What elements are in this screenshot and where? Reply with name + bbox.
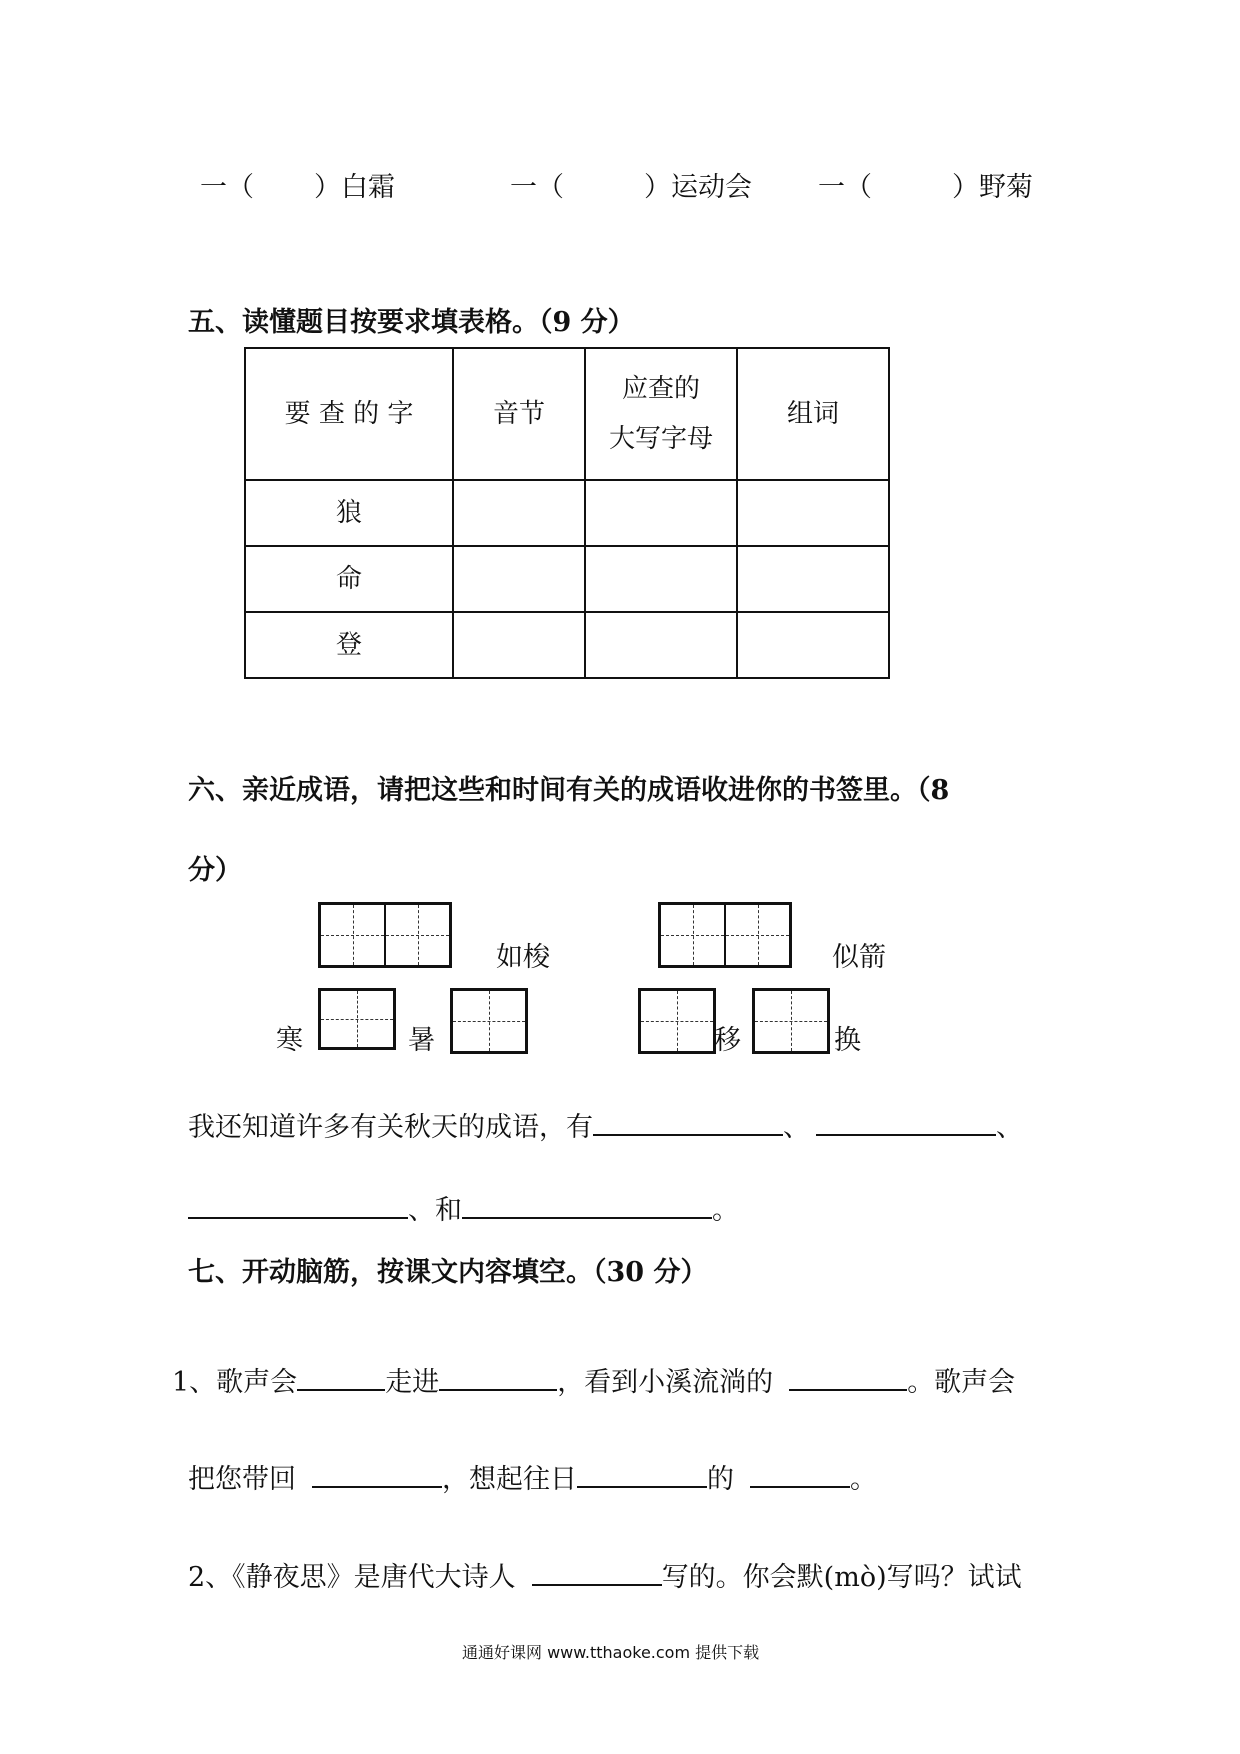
- measure-item-3: 一（ ）野菊: [818, 172, 1033, 203]
- measure-item-2: 一（ ）运动会: [510, 172, 752, 203]
- answer-cell[interactable]: [737, 546, 889, 612]
- answer-blank[interactable]: [439, 1388, 557, 1391]
- idiom-grid-3a[interactable]: [318, 988, 396, 1050]
- idiom-grid-1[interactable]: [318, 902, 452, 968]
- char-box[interactable]: [641, 991, 713, 1051]
- row-char: 登: [245, 612, 453, 678]
- answer-cell[interactable]: [737, 480, 889, 546]
- answer-blank[interactable]: [532, 1583, 662, 1586]
- header-capital: 应查的 大写字母: [585, 348, 737, 480]
- answer-blank[interactable]: [577, 1485, 707, 1488]
- q1-line-2: 把您带回 ，想起往日 的 。: [188, 1464, 877, 1495]
- idiom4-last: 换: [834, 1025, 861, 1056]
- answer-cell[interactable]: [737, 612, 889, 678]
- section6-heading-line1: 六、亲近成语，请把这些和时间有关的成语收进你的书签里。（8: [188, 775, 950, 806]
- answer-blank[interactable]: [188, 1216, 408, 1219]
- header-char: 要 查 的 字: [245, 348, 453, 480]
- idiom-grid-4a[interactable]: [638, 988, 716, 1054]
- answer-cell[interactable]: [585, 480, 737, 546]
- idiom-grid-4b[interactable]: [752, 988, 830, 1054]
- section5-heading: 五、读懂题目按要求填表格。（9 分）: [188, 307, 635, 338]
- idiom2-suffix: 似箭: [832, 942, 886, 973]
- q2-line-1: 2、《静夜思》是唐代大诗人 写的。你会默(mò)写吗？试试: [188, 1562, 1022, 1593]
- autumn-line-2: 、和 。: [188, 1188, 739, 1227]
- answer-blank[interactable]: [312, 1485, 442, 1488]
- char-box[interactable]: [321, 905, 384, 965]
- idiom4-mid: 移: [714, 1025, 741, 1056]
- char-box[interactable]: [661, 905, 724, 965]
- idiom-grid-2[interactable]: [658, 902, 792, 968]
- char-box[interactable]: [453, 991, 525, 1051]
- answer-blank[interactable]: [297, 1388, 385, 1391]
- row-char: 命: [245, 546, 453, 612]
- header-pinyin: 音节: [453, 348, 585, 480]
- answer-blank[interactable]: [593, 1133, 783, 1136]
- char-box[interactable]: [384, 905, 449, 965]
- answer-cell[interactable]: [585, 546, 737, 612]
- paren-blank[interactable]: [564, 195, 644, 196]
- answer-blank[interactable]: [789, 1388, 907, 1391]
- paren-blank[interactable]: [872, 195, 952, 196]
- paren-blank[interactable]: [254, 195, 314, 196]
- answer-blank[interactable]: [816, 1133, 996, 1136]
- q1-line-1: 1、歌声会 走进 ，看到小溪流淌的 。歌声会: [172, 1367, 1016, 1398]
- answer-cell[interactable]: [585, 612, 737, 678]
- idiom3-mid: 暑: [408, 1025, 435, 1056]
- header-words: 组词: [737, 348, 889, 480]
- row-char: 狼: [245, 480, 453, 546]
- answer-cell[interactable]: [453, 546, 585, 612]
- char-box[interactable]: [724, 905, 789, 965]
- measure-item-1: 一（ ）白霜: [200, 172, 395, 203]
- lookup-table: [244, 347, 890, 679]
- autumn-line-1: 我还知道许多有关秋天的成语，有 、 、: [188, 1112, 1023, 1143]
- char-box[interactable]: [755, 991, 827, 1051]
- char-box[interactable]: [321, 991, 393, 1047]
- section7-heading: 七、开动脑筋，按课文内容填空。（30 分）: [188, 1257, 708, 1288]
- answer-cell[interactable]: [453, 480, 585, 546]
- answer-blank[interactable]: [750, 1485, 850, 1488]
- idiom3-first: 寒: [276, 1025, 303, 1056]
- answer-blank[interactable]: [462, 1216, 712, 1219]
- answer-cell[interactable]: [453, 612, 585, 678]
- idiom1-suffix: 如梭: [496, 942, 550, 973]
- idiom-grid-3b[interactable]: [450, 988, 528, 1054]
- page-footer: 通通好课网 www.tthaoke.com 提供下载: [462, 1643, 760, 1662]
- section6-heading-line2: 分）: [188, 855, 242, 886]
